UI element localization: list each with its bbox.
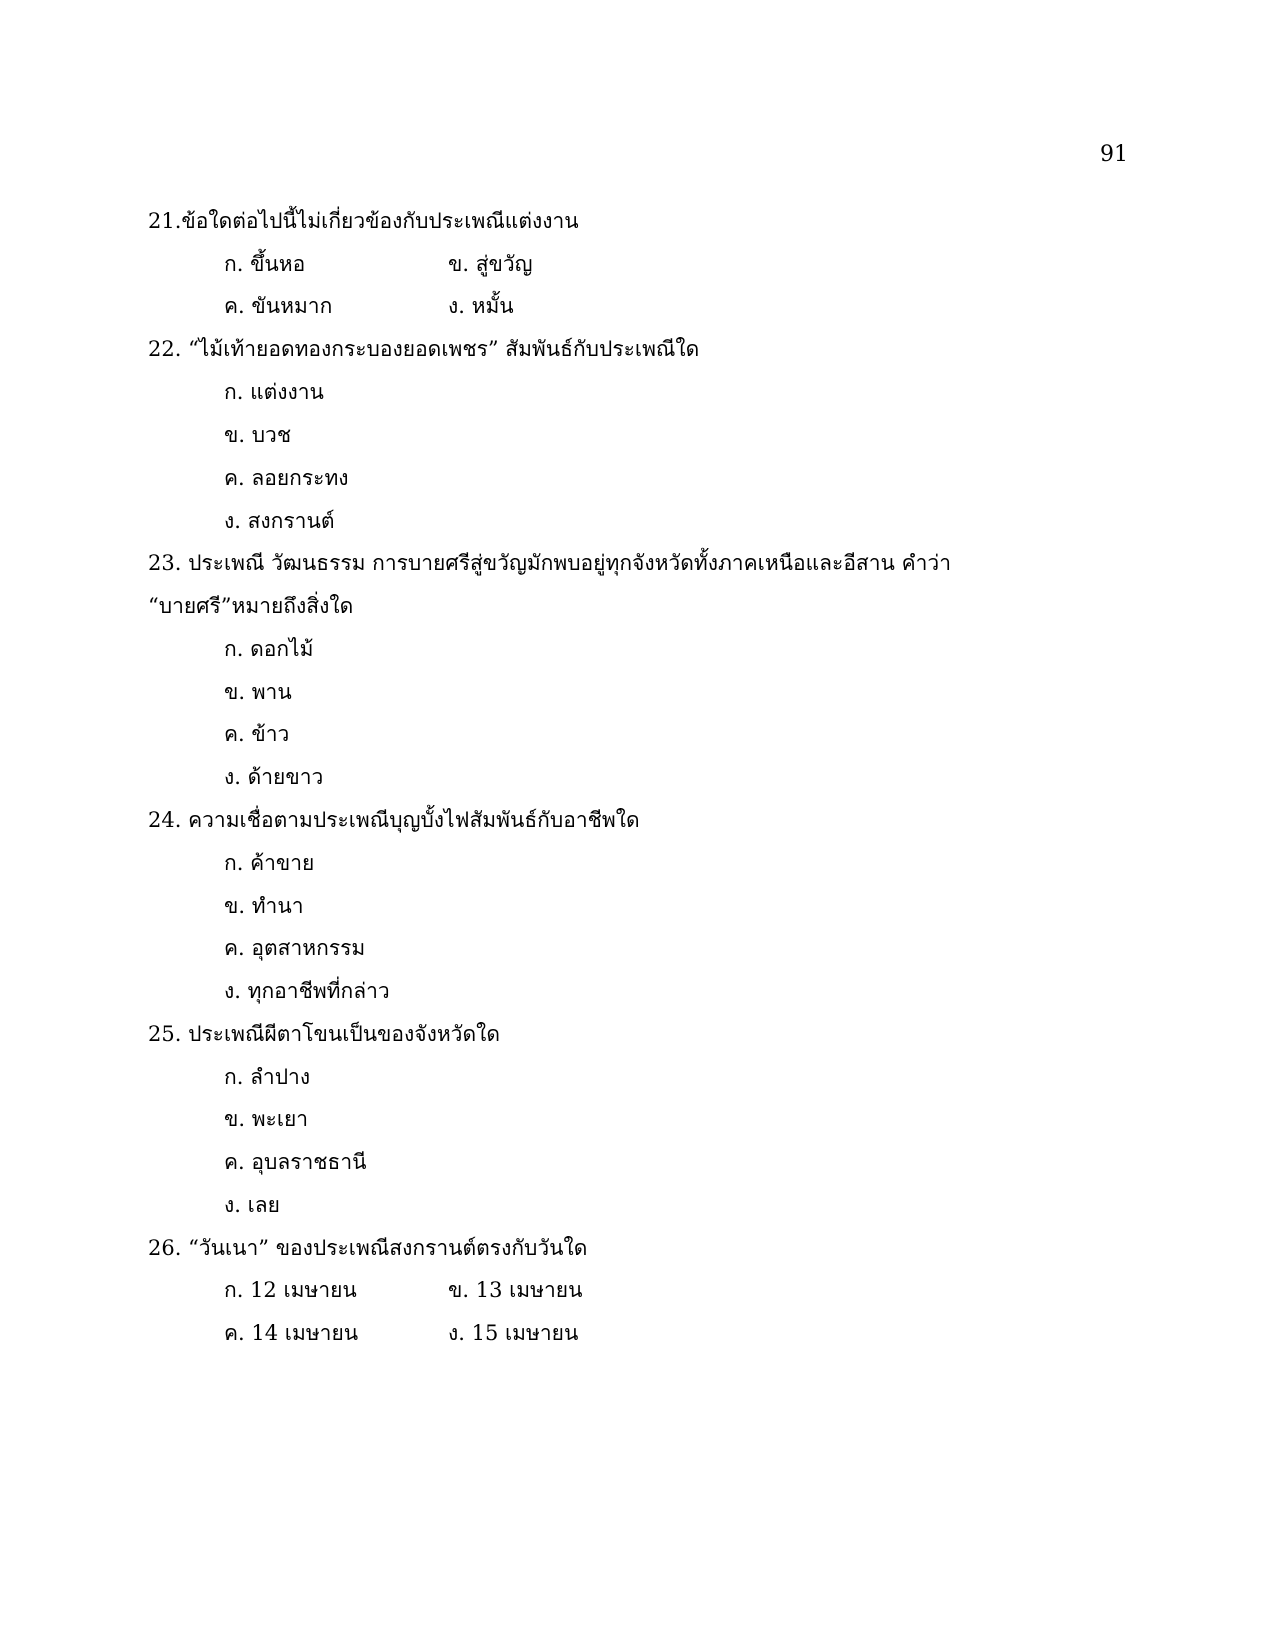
question-21-option-a: ก. ขึ้นหอ [224,252,306,276]
question-24-text: 24. ความเชื่อตามประเพณีบุญบั้งไฟสัมพันธ์กับอาชีพใด [148,808,640,832]
question-24-option-b: ข. ทำนา [224,894,304,918]
question-21-option-b: ข. สู่ขวัญ [448,252,533,276]
question-23-text: 23. ประเพณี วัฒนธรรม การบายศรีสู่ขวัญมักพบอยู่ทุกจังหวัดทั้งภาคเหนือและอีสาน คำว่า [148,551,951,575]
question-22-text: 22. “ไม้เท้ายอดทองกระบองยอดเพชร” สัมพันธ์กับประเพณีใด [148,337,700,361]
question-24-option-a: ก. ค้าขาย [224,851,315,875]
question-24-option-d: ง. ทุกอาชีพที่กล่าว [224,979,390,1003]
question-23-option-a: ก. ดอกไม้ [224,637,314,661]
question-21-option-d: ง. หมั้น [448,294,514,318]
question-23-option-d: ง. ด้ายขาว [224,765,324,789]
question-22-option-d: ง. สงกรานต์ [224,509,335,533]
question-23-text-continued: “บายศรี”หมายถึงสิ่งใด [148,594,354,618]
question-25-option-d: ง. เลย [224,1193,280,1217]
question-22-option-b: ข. บวช [224,423,292,447]
question-22-option-c: ค. ลอยกระทง [224,466,349,490]
question-21-text: 21.ข้อใดต่อไปนี้ไม่เกี่ยวข้องกับประเพณีแต่งงาน [148,209,579,233]
question-25-option-b: ข. พะเยา [224,1107,309,1131]
question-25-option-a: ก. ลำปาง [224,1065,311,1089]
page-number: 91 [1100,142,1128,167]
question-24-option-c: ค. อุตสาหกรรม [224,936,366,960]
question-21-option-c: ค. ขันหมาก [224,294,333,318]
question-23-option-c: ค. ข้าว [224,722,290,746]
question-26-option-a: ก. 12 เมษายน [224,1278,357,1302]
question-23-option-b: ข. พาน [224,680,292,704]
question-26-option-b: ข. 13 เมษายน [448,1278,583,1302]
question-22-option-a: ก. แต่งงาน [224,380,324,404]
question-25-text: 25. ประเพณีผีตาโขนเป็นของจังหวัดใด [148,1022,500,1046]
question-26-option-c: ค. 14 เมษายน [224,1321,359,1345]
question-25-option-c: ค. อุบลราชธานี [224,1150,367,1174]
question-26-text: 26. “วันเนา” ของประเพณีสงกรานต์ตรงกับวันใด [148,1236,588,1260]
question-26-option-d: ง. 15 เมษายน [448,1321,579,1345]
